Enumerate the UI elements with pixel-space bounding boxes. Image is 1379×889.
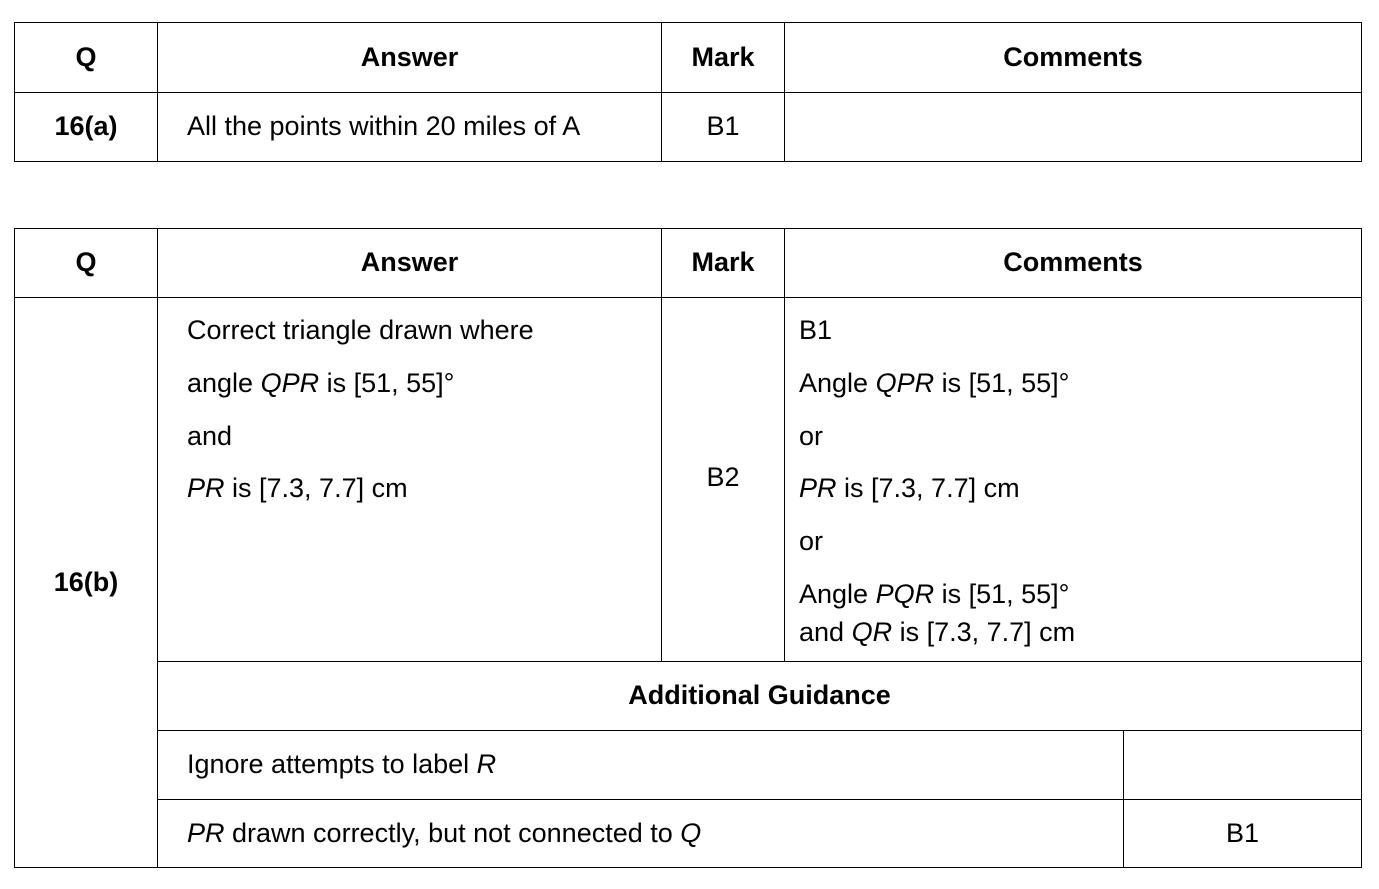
comment-line [799,472,1361,506]
header-row [15,229,1362,298]
answer-line: Correct triangle drawn where [187,315,534,345]
table-row [15,298,1362,662]
header-row [15,23,1362,93]
comments-cell [785,298,1362,662]
guidance-text-part: drawn correctly, but not connected to [224,817,681,848]
mark-scheme-table-16a [14,22,1362,162]
guidance-text-part: Ignore attempts to label [187,749,477,780]
comment-text: Angle [799,367,876,398]
comment-line: or [799,526,824,556]
table-row [15,93,1362,162]
answer-variable: QPR [260,367,320,398]
comment-line [799,367,1361,401]
header-q: Q [15,229,158,298]
mark-scheme-table-16b [14,228,1362,868]
guidance-text [158,731,1124,800]
answer-text: is [7.3, 7.7] cm [224,473,408,504]
answer-line [187,472,661,506]
comment-variable: QR [851,616,893,647]
header-mark: Mark [662,23,785,93]
guidance-variable: Q [680,817,702,848]
guidance-variable: R [476,749,497,780]
comment-text: is [7.3, 7.7] cm [892,616,1076,647]
guidance-header-row [15,662,1362,731]
question-number: 16(b) [15,298,158,868]
answer-line [187,367,661,401]
guidance-mark: B1 [1124,800,1362,868]
comment-text: is [7.3, 7.7] cm [836,473,1020,504]
header-answer: Answer [158,23,662,93]
answer-cell: All the points within 20 miles of A [158,93,662,162]
comment-variable: PR [799,473,837,504]
comment-text: is [51, 55]° [934,578,1070,609]
guidance-row [15,800,1362,868]
guidance-mark [1124,731,1362,800]
header-comments: Comments [785,23,1362,93]
comment-text: Angle [799,578,876,609]
header-comments: Comments [785,229,1362,298]
comments-cell [785,93,1362,162]
guidance-variable: PR [187,817,225,848]
mark-cell: B1 [662,93,785,162]
comment-text: and [799,616,852,647]
answer-variable: PR [187,473,225,504]
comment-line [799,616,1361,650]
guidance-text [158,800,1124,868]
comment-text: is [51, 55]° [934,367,1070,398]
comment-variable: PQR [875,578,935,609]
header-q: Q [15,23,158,93]
comment-line [799,578,1361,612]
mark-cell: B2 [662,298,785,662]
answer-line: and [187,420,233,451]
additional-guidance-title: Additional Guidance [158,662,1362,731]
header-answer: Answer [158,229,662,298]
header-mark: Mark [662,229,785,298]
question-number: 16(a) [15,93,158,162]
guidance-row [15,731,1362,800]
comment-line: or [799,420,824,451]
comment-line: B1 [799,315,833,345]
answer-text: is [51, 55]° [319,367,455,398]
comment-variable: QPR [875,367,935,398]
answer-text: angle [187,367,261,398]
answer-cell [158,298,662,662]
